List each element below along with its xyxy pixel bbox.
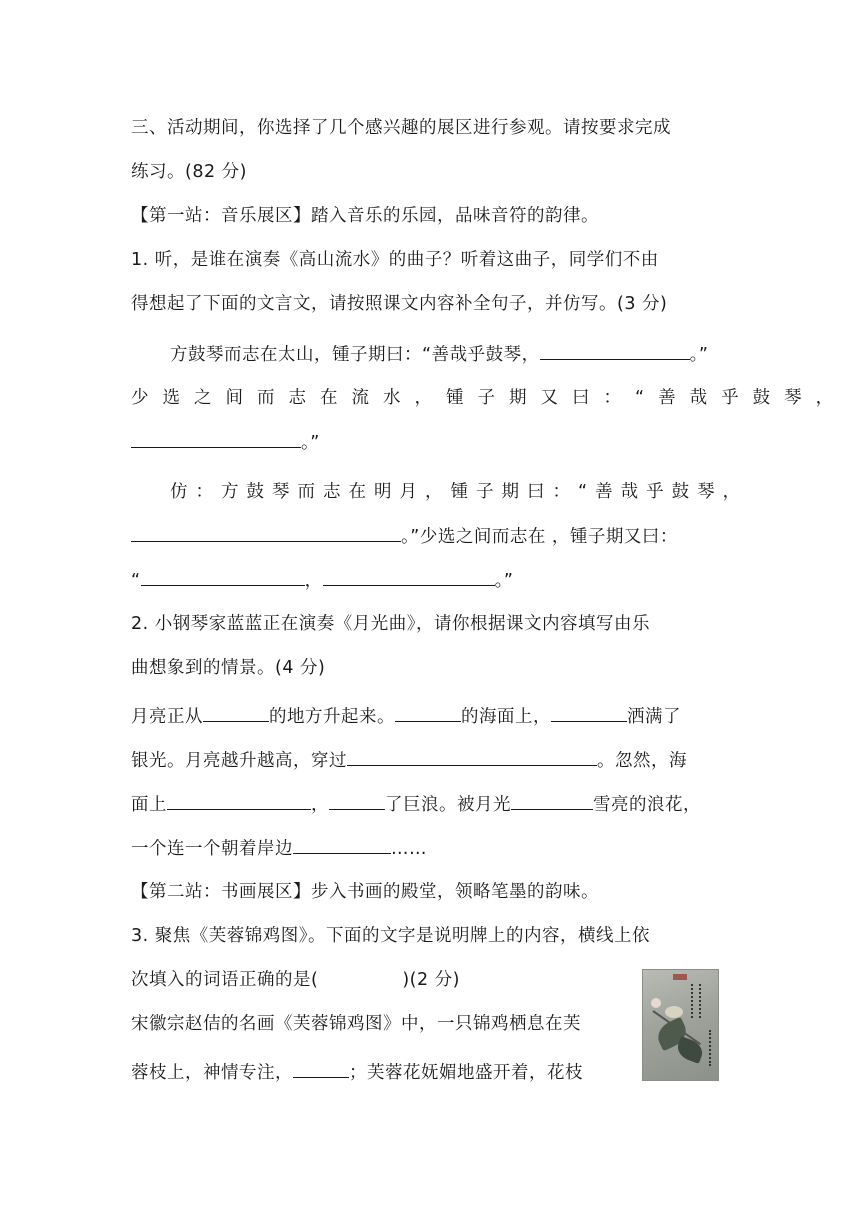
answer-blank[interactable] [540, 341, 690, 360]
q3-text-4b: ；芙蓉花妩媚地盛开着，花枝 [349, 1063, 583, 1083]
station-1-title-text: 【第一站：音乐展区】踏入音乐的乐园，品味音符的韵律。 [131, 206, 599, 226]
q1-text-3: 方鼓琴而志在太山，锺子期曰：“善哉乎鼓琴， [170, 345, 540, 365]
station-2-title [131, 879, 731, 905]
q1-line-2 [131, 291, 731, 317]
answer-blank[interactable] [551, 703, 627, 722]
q3-text-1: 3. 聚焦《芙蓉锦鸡图》。下面的文字是说明牌上的内容，横线上依 [131, 926, 651, 946]
q1-line-5 [131, 429, 731, 456]
q1-quote-close: 。” [494, 571, 514, 591]
q1-line-8 [131, 567, 731, 594]
q3-text-2a: 次填入的词语正确的是( [131, 970, 319, 990]
section-3-line-2 [131, 159, 731, 185]
q1-quote-open: “ [131, 571, 141, 591]
q1-line-4 [131, 385, 848, 411]
answer-blank[interactable] [131, 429, 301, 448]
q3-line-1 [131, 923, 731, 949]
calligraphy-column [709, 1030, 714, 1066]
q1-text-1: 1. 听，是谁在演奏《高山流水》的曲子？听着这曲子，同学们不由 [131, 250, 659, 270]
answer-blank[interactable] [203, 703, 269, 722]
section-3-text: 三、活动期间，你选择了几个感兴趣的展区进行参观。请按要求完成 [131, 118, 671, 138]
section-3-line-1 [131, 115, 731, 141]
station-2-title-text: 【第二站：书画展区】步入书画的殿堂，领略笔墨的韵味。 [131, 882, 599, 902]
q3-text-2b: )(2 分) [402, 970, 461, 990]
answer-blank[interactable] [511, 791, 593, 810]
q1-line-1 [131, 247, 731, 273]
leaf [674, 1036, 705, 1064]
q2-line-2 [131, 655, 731, 681]
q2-text-5b: ， [311, 795, 329, 815]
answer-blank[interactable] [293, 835, 391, 854]
q2-text-5d: 雪亮的浪花， [593, 795, 701, 815]
q3-line-2 [131, 967, 631, 993]
q2-text-5a: 面上 [131, 795, 167, 815]
answer-blank[interactable] [347, 747, 597, 766]
q1-text-7: 。”少选之间而志在 ，锺子期又曰： [401, 527, 678, 547]
q2-text-4a: 银光。月亮越升越高，穿过 [131, 751, 347, 771]
hibiscus-golden-pheasant-painting [642, 969, 719, 1081]
calligraphy-column [699, 984, 704, 1018]
q2-line-3 [131, 703, 731, 730]
q2-line-4 [131, 747, 731, 774]
hibiscus-flower [651, 998, 661, 1008]
q2-ellipsis: …… [391, 839, 427, 859]
q1-line-6 [170, 479, 749, 505]
q1-imitate-text: 仿：方鼓琴而志在明月，锺子期曰：“善哉乎鼓琴， [170, 482, 749, 502]
station-1-title [131, 203, 731, 229]
q3-line-3 [131, 1011, 631, 1037]
answer-blank[interactable] [167, 791, 311, 810]
answer-blank[interactable] [323, 567, 495, 586]
calligraphy-column [691, 984, 696, 1018]
q2-text-3d: 洒满了 [627, 707, 681, 727]
section-3-score: 练习。(82 分) [131, 162, 247, 182]
q1-text-4: 少选之间而志在流水，锺子期又曰：“善哉乎鼓琴， [131, 388, 848, 408]
q2-text-5c: 了巨浪。被月光 [385, 795, 511, 815]
q2-text-2: 曲想象到的情景。(4 分) [131, 658, 326, 678]
answer-blank[interactable] [395, 703, 461, 722]
answer-blank[interactable] [293, 1059, 349, 1078]
q2-line-1 [131, 611, 731, 637]
q3-line-4 [131, 1059, 631, 1086]
answer-blank[interactable] [141, 567, 305, 586]
answer-blank[interactable] [131, 523, 401, 542]
q1-line-3 [170, 341, 731, 368]
seal-mark [673, 974, 687, 980]
q2-line-5 [131, 791, 731, 818]
q2-text-4b: 。忽然，海 [597, 751, 687, 771]
q2-text-3a: 月亮正从 [131, 707, 203, 727]
q1-text-2: 得想起了下面的文言文，请按照课文内容补全句子，并仿写。(3 分) [131, 294, 668, 314]
q3-text-3: 宋徽宗赵佶的名画《芙蓉锦鸡图》中，一只锦鸡栖息在芙 [131, 1014, 581, 1034]
q3-text-4a: 蓉枝上，神情专注， [131, 1063, 293, 1083]
q1-comma: ， [304, 571, 323, 591]
q2-text-3b: 的地方升起来。 [269, 707, 395, 727]
q2-text-3c: 的海面上， [461, 707, 551, 727]
q1-line-7 [131, 523, 731, 550]
pheasant [665, 1006, 683, 1018]
q1-text-3-end: 。” [689, 345, 709, 365]
answer-blank[interactable] [329, 791, 385, 810]
q2-line-6 [131, 835, 731, 862]
q2-text-1: 2. 小钢琴家蓝蓝正在演奏《月光曲》，请你根据课文内容填写由乐 [131, 614, 651, 634]
q1-text-5-end: 。” [301, 433, 320, 453]
q2-text-6a: 一个连一个朝着岸边 [131, 839, 293, 859]
